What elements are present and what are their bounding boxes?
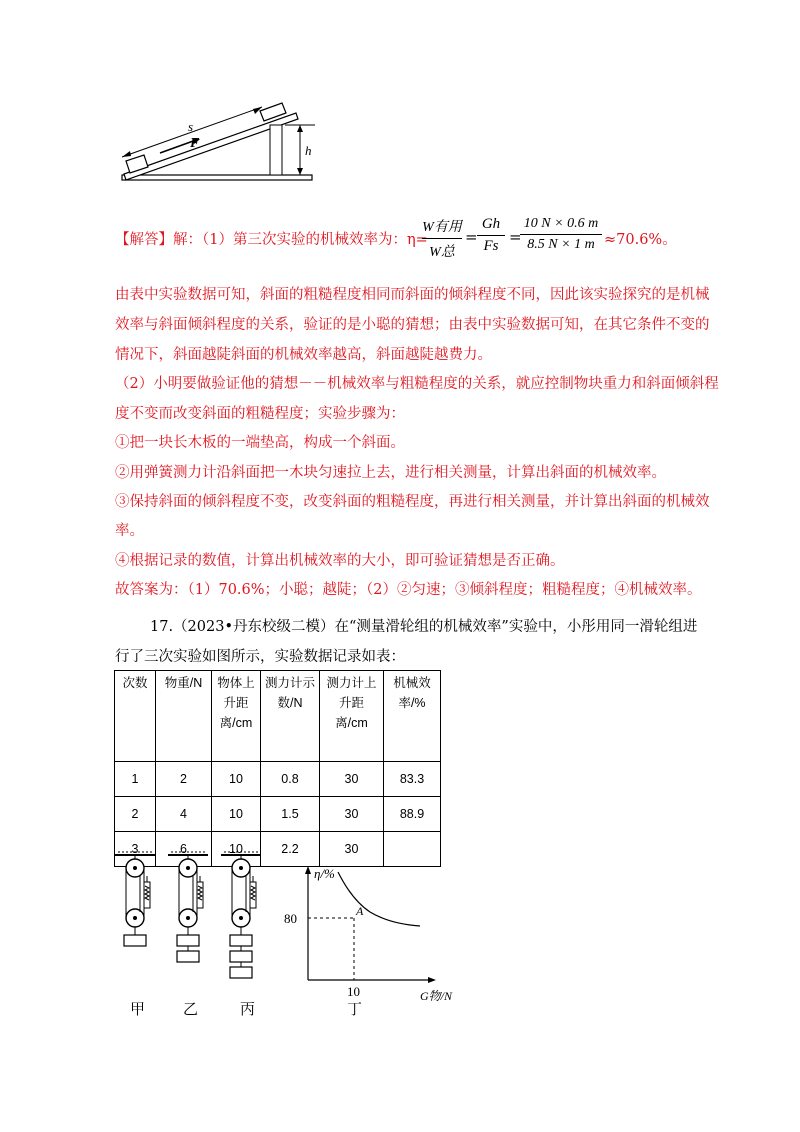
pulley-figures [110,850,280,995]
table-cell: 30 [320,832,384,867]
table-header-cell: 物体上升距离/cm [212,671,261,762]
table-cell: 3 [115,832,156,867]
pulley-system-jia [115,852,155,946]
y-axis-label: η/% [314,866,335,881]
table-cell: 10 [212,797,261,832]
table-cell: 1.5 [261,797,320,832]
table-header-cell: 测力计上升距离/cm [320,671,384,762]
table-cell: 2 [115,797,156,832]
table-cell: 0.8 [261,762,320,797]
table-cell: 30 [320,762,384,797]
table-row [115,762,441,797]
fraction-denominator: Fs [483,238,499,254]
incline-diagram [110,95,330,190]
paragraph-line: 效率与斜面倾斜程度的关系，验证的是小聪的猜想；由表中实验数据可知，在其它条件不变的 [115,317,710,333]
pulley-system-yi [168,852,208,962]
equals-1: = [465,228,478,246]
paragraph-line: 度不变而改变斜面的粗糙程度；实验步骤为： [115,406,405,422]
table-cell: 83.3 [384,762,441,797]
paragraph-line: ③保持斜面的倾斜程度不变，改变斜面的粗糙程度，再进行相关测量，并计算出斜面的机械效 [115,494,710,510]
question-line-2: 行了三次实验如图所示，实验数据记录如表： [115,649,405,665]
answer-prefix: 解：（1）第三次实验的机械效率为：η= [173,232,428,248]
table-cell: 10 [212,832,261,867]
table-cell: 2 [156,762,212,797]
label-jia: 甲 [130,1000,146,1018]
paragraph-line: 故答案为：（1）70.6%；小聪；越陡；（2）②匀速；③倾斜程度；粗糙程度；④机械效率。 [115,582,702,598]
table-cell: 88.9 [384,797,441,832]
fraction-useful-total [422,216,462,261]
answer-result: ≈70.6%。 [604,232,677,248]
x-axis-label: G物/N [420,989,453,1003]
table-row [115,797,441,832]
paragraph-line: ②用弹簧测力计沿斜面把一木块匀速拉上去，进行相关测量，计算出斜面的机械效率。 [115,465,666,481]
answer-tag: 【解答】 [115,232,173,248]
question-line-1: 17.（2023•丹东校级二模）在“测量滑轮组的机械效率”实验中，小彤用同一滑轮组进 [150,619,698,635]
label-bing: 丙 [240,1000,256,1018]
x-tick-label: 10 [347,984,360,999]
F-label: F [190,136,200,151]
label-yi: 乙 [183,1000,199,1018]
paragraph-line: ①把一块长木板的一端垫高，构成一个斜面。 [115,435,405,451]
table-cell: 30 [320,797,384,832]
efficiency-graph [280,860,470,1010]
h-label: h [305,143,312,158]
table-cell: 10 [212,762,261,797]
answer-line [115,228,428,249]
paragraph-line: ④根据记录的数值，计算出机械效率的大小，即可验证猜想是否正确。 [115,553,565,569]
table-cell: 2.2 [261,832,320,867]
table-header-cell: 机械效率/% [384,671,441,762]
y-tick-label: 80 [284,911,297,926]
data-table [114,670,441,867]
paragraph-line: 率。 [115,523,144,539]
table-header-row [115,671,441,762]
fraction-gh-fs [477,216,505,255]
fraction-denominator: W总 [429,245,455,260]
label-ding: 丁 [347,1000,363,1018]
paragraph-line: 由表中实验数据可知，斜面的粗糙程度相同而斜面的倾斜程度不同，因此该实验探究的是机械 [115,287,710,303]
fraction-numerator: Gh [481,216,501,232]
paragraph-line: 情况下，斜面越陡斜面的机械效率越高，斜面越陡越费力。 [115,347,492,363]
fraction-numeric [520,216,602,253]
fraction-denominator: 8.5 N × 1 m [527,237,595,252]
table-header-cell: 测力计示数/N [261,671,320,762]
table-cell: 4 [156,797,212,832]
fraction-numerator: 10 N × 0.6 m [523,216,599,231]
pulley-system-bing [221,852,261,978]
s-label: s [188,119,194,134]
table-header-cell: 物重/N [156,671,212,762]
point-label: A [356,904,364,918]
equals-2: = [509,228,522,246]
table-header-cell: 次数 [115,671,156,762]
paragraph-line: （2）小明要做验证他的猜想－－机械效率与粗糙程度的关系，就应控制物块重力和斜面倾斜程 [115,376,719,392]
table-cell: 1 [115,762,156,797]
table-cell: 6 [156,832,212,867]
fraction-numerator: W有用 [422,220,462,235]
